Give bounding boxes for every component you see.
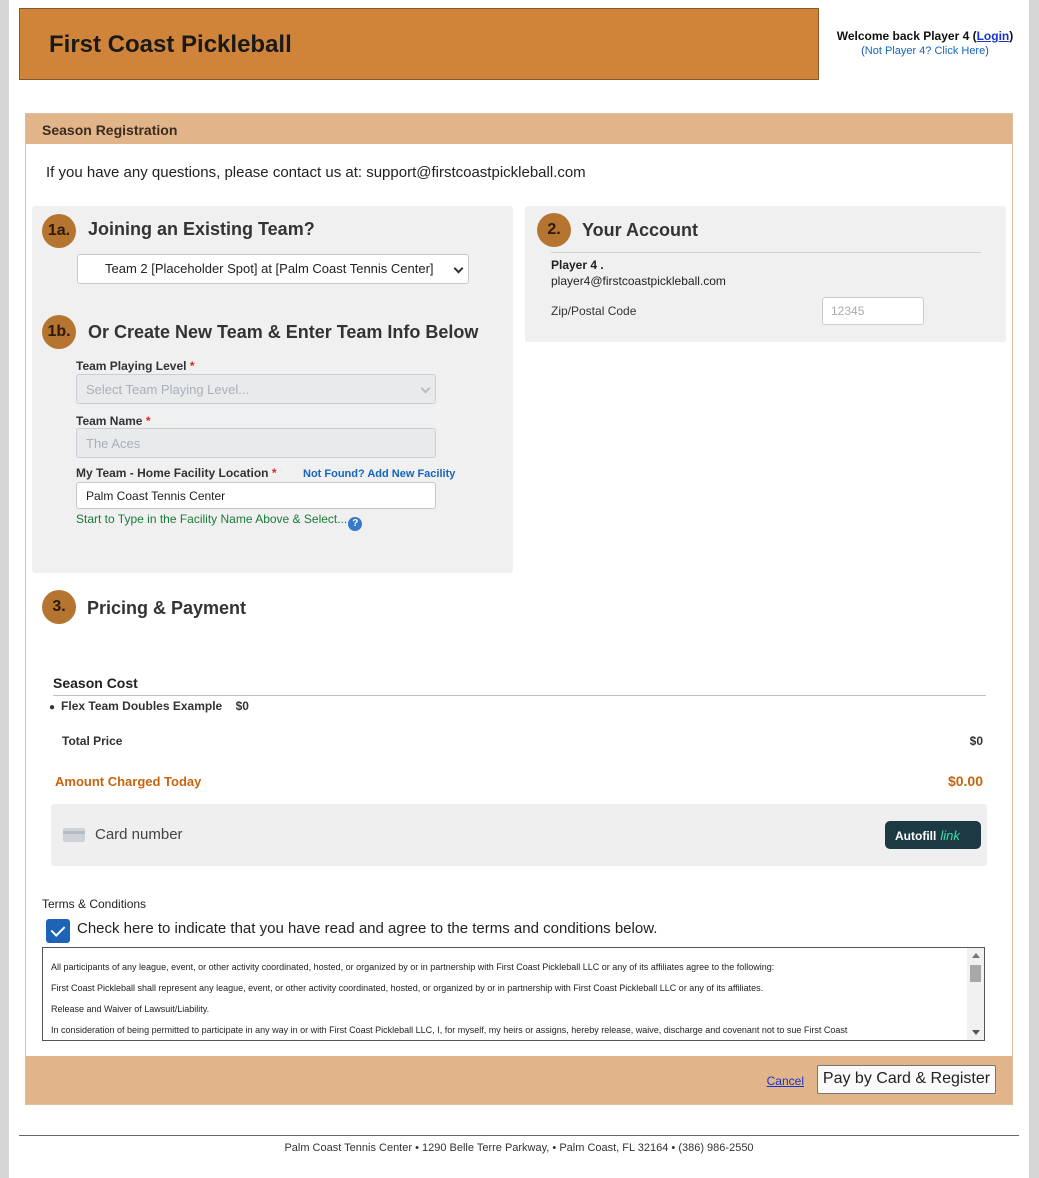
required-mark: * [271, 466, 277, 480]
registration-panel [25, 113, 1013, 1105]
account-name: Player 4 . [551, 258, 604, 272]
team-name-label-text: Team Name [76, 414, 143, 428]
brand-banner [19, 8, 819, 80]
link-logo: link [940, 828, 960, 843]
contact-text: If you have any questions, please contact us at: support@firstcoastpickleball.com [46, 164, 586, 181]
facility-hint-text: Start to Type in the Facility Name Above & Select... [76, 512, 348, 526]
step-2-badge: 2. [537, 213, 571, 247]
terms-checkbox[interactable] [46, 919, 70, 943]
zip-placeholder: 12345 [831, 304, 865, 318]
account-title: Your Account [582, 220, 698, 240]
step-1b-badge: 1b. [42, 315, 76, 349]
terms-title: Terms & Conditions [42, 897, 147, 911]
zip-label: Zip/Postal Code [551, 304, 637, 318]
card-number-field[interactable] [51, 804, 987, 866]
not-player-open: ( [861, 45, 865, 57]
season-cost-title: Season Cost [53, 675, 138, 691]
welcome-block [825, 29, 1025, 57]
welcome-close: ) [1009, 29, 1014, 43]
facility-hint [76, 512, 362, 531]
autofill-link-button[interactable] [885, 821, 981, 849]
cost-item [49, 699, 249, 713]
autofill-label: Autofill [895, 829, 937, 843]
create-team-title: Or Create New Team & Enter Team Info Below [88, 322, 479, 342]
card-number-placeholder: Card number [95, 826, 183, 843]
footer-divider [19, 1135, 1019, 1136]
team-level-select[interactable] [76, 374, 436, 404]
facility-label [76, 466, 277, 480]
panel-title: Season Registration [26, 114, 1012, 144]
team-name-placeholder: The Aces [86, 436, 141, 451]
bullet-icon: ● [49, 702, 56, 713]
brand-title: First Coast Pickleball [49, 31, 292, 58]
total-price-label: Total Price [62, 734, 123, 748]
facility-label-text: My Team - Home Facility Location [76, 466, 269, 480]
team-name-label [76, 414, 151, 428]
amount-charged-value: $0.00 [947, 773, 983, 789]
team-name-input[interactable] [76, 428, 436, 458]
terms-paragraph: First Coast Pickleball shall represent any league, event, or other activity coordinated, hosted, or organized by or in partnership with First Coast Pickleball LLC or any of its affiliates. [51, 983, 764, 993]
chevron-down-icon [454, 264, 464, 274]
step-1a-badge: 1a. [42, 214, 76, 248]
join-team-title: Joining an Existing Team? [88, 219, 315, 239]
terms-paragraph: Release and Waiver of Lawsuit/Liability. [51, 1004, 210, 1014]
cancel-link[interactable]: Cancel [766, 1074, 804, 1088]
scroll-thumb[interactable] [970, 965, 981, 982]
team-level-label [76, 359, 195, 373]
account-email: player4@firstcoastpickleball.com [551, 274, 726, 288]
add-facility-link[interactable]: Not Found? Add New Facility [303, 468, 456, 480]
required-mark: * [189, 359, 195, 373]
terms-paragraph: In consideration of being permitted to participate in any way in or with First Coast Pickleball LLC, I, for myself, my heirs or assigns, hereby release, waive, discharge and covenant not to sue First Coast [51, 1025, 848, 1035]
scroll-up-icon[interactable] [972, 953, 980, 958]
total-price-value: $0 [969, 734, 983, 748]
existing-team-select[interactable] [77, 254, 469, 284]
zip-input[interactable] [822, 297, 924, 325]
login-link[interactable]: Login [976, 29, 1010, 43]
panel-footer [26, 1056, 1012, 1104]
credit-card-icon [63, 828, 85, 842]
cost-item-name: Flex Team Doubles Example [61, 699, 223, 713]
cost-item-price: $0 [235, 699, 249, 713]
pricing-title: Pricing & Payment [87, 598, 247, 618]
site-footer: Palm Coast Tennis Center • 1290 Belle Terre Parkway, • Palm Coast, FL 32164 • (386) 986-2550 [284, 1142, 754, 1154]
account-section [525, 206, 1006, 342]
existing-team-value: Team 2 [Placeholder Spot] at [Palm Coast Tennis Center] [105, 261, 434, 276]
scroll-down-icon[interactable] [972, 1030, 980, 1035]
facility-input[interactable] [76, 482, 436, 509]
pay-register-button[interactable]: Pay by Card & Register [817, 1065, 996, 1094]
facility-value: Palm Coast Tennis Center [86, 489, 226, 503]
terms-agree-label[interactable]: Check here to indicate that you have read and agree to the terms and conditions below. [77, 920, 658, 937]
team-section [32, 206, 513, 573]
not-player-link[interactable]: Not Player 4? Click Here [864, 45, 986, 57]
terms-text [51, 962, 961, 1041]
not-player-close: ) [985, 45, 989, 57]
chevron-down-icon [421, 384, 431, 394]
required-mark: * [145, 414, 151, 428]
help-icon[interactable]: ? [348, 517, 362, 531]
season-cost-divider [53, 695, 986, 696]
step-3-badge: 3. [42, 590, 76, 624]
page [9, 0, 1029, 1178]
team-level-placeholder: Select Team Playing Level... [86, 382, 250, 397]
team-level-label-text: Team Playing Level [76, 359, 187, 373]
terms-paragraph: All participants of any league, event, or other activity coordinated, hosted, or organized by or in partnership with First Coast Pickleball LLC or any of its affiliates agree to the following: [51, 962, 775, 972]
terms-scrollbar[interactable] [967, 948, 984, 1040]
welcome-text: Welcome back Player 4 ( [836, 29, 977, 43]
terms-textarea[interactable] [42, 947, 985, 1041]
not-player-line [825, 45, 1025, 57]
amount-charged-label: Amount Charged Today [55, 774, 202, 789]
account-divider [551, 252, 981, 253]
